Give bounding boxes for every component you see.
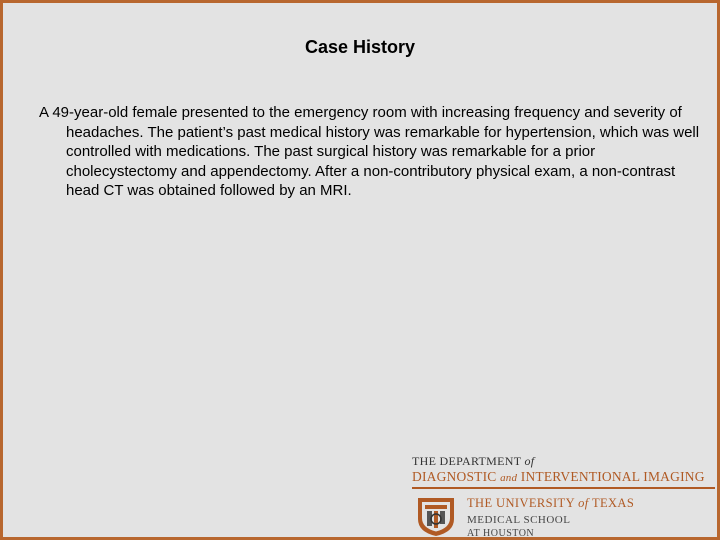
dept-prefix: THE DEPARTMENT [412,454,522,468]
ut-health-seal-icon [415,495,457,537]
school-location: AT HOUSTON [467,528,535,539]
department-logo [412,452,717,540]
slide-title: Case History [304,37,416,57]
logo-divider [412,487,715,489]
dept-and: and [500,472,518,484]
ut-of: of [578,496,589,510]
dept-diagnostic: DIAGNOSTIC [412,469,497,484]
dept-interventional: INTERVENTIONAL IMAGING [520,469,705,484]
case-history-text: A 49-year-old female presented to the emergency room with increasing frequency and severity of headaches. The patient’s past medical history was remarkable for hypertension, which was well controlled with medications. The past surgical history was remarkable for a prior cholecystectomy and appendectomy. After a non-contributory physical exam, a non-contrast head CT was obtained followed by an MRI. [39,104,700,199]
ut-prefix: THE UNIVERSITY [467,496,575,510]
school-name: MEDICAL SCHOOL [467,514,571,526]
university-name [467,496,634,511]
department-name-line [412,454,534,469]
ut-texas: TEXAS [591,496,635,510]
dept-of: of [524,454,535,468]
department-specialty-line [412,469,705,485]
